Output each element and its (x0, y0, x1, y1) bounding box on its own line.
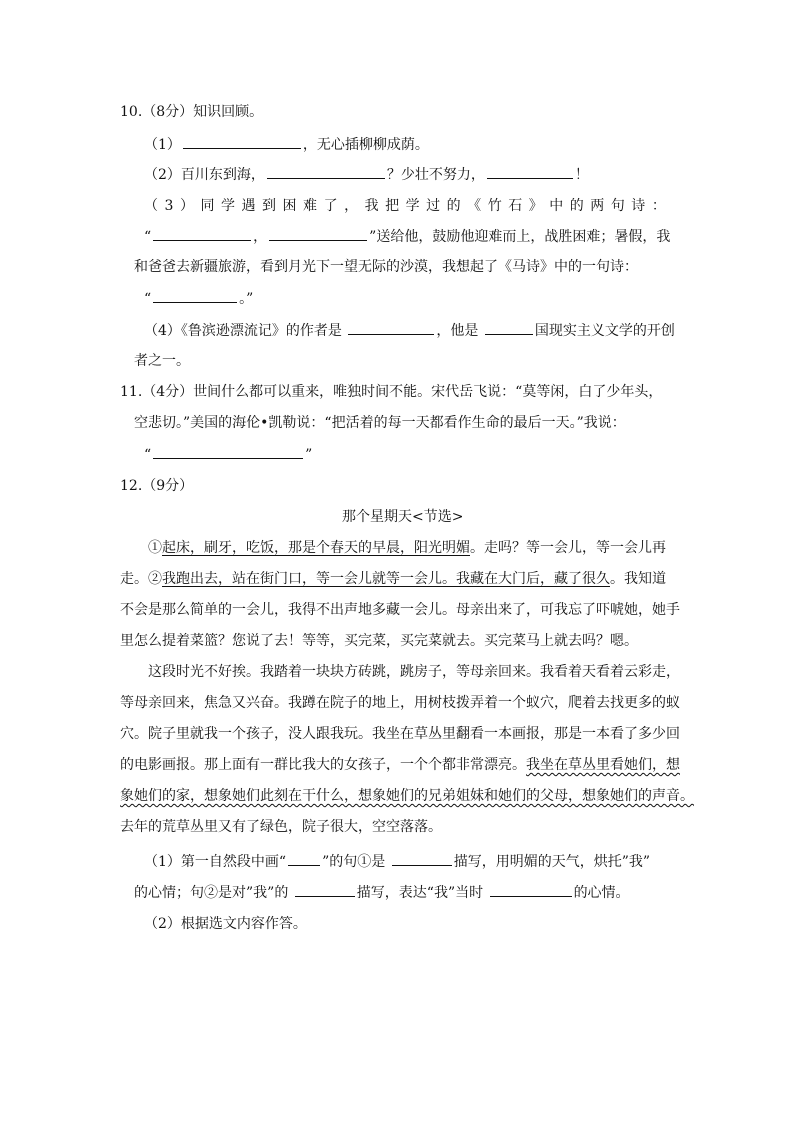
answer-blank[interactable] (153, 444, 303, 459)
wavy-underlined-text: 我坐在草丛里看她们，想 (526, 757, 680, 773)
answer-blank[interactable] (153, 226, 251, 241)
q10-heading: 10.（8分）知识回顾。 (120, 104, 264, 120)
q10-part3-char: 石 (508, 198, 523, 214)
q10-part3-char: 把 (385, 198, 400, 214)
passage-para1-line3: 不会是那么简单的一会儿，我得不出声地多藏一会儿。母亲出来了，可我忘了吓唬她，她手 (120, 602, 680, 618)
answer-blank[interactable] (183, 134, 301, 149)
quote-mark: “ (144, 229, 152, 245)
quote-mark: ” (305, 447, 313, 463)
question-text: 描写，表达“我”当时 (356, 885, 484, 901)
q10-part1 (144, 134, 429, 154)
q10-part3-char: 学 (405, 198, 420, 214)
q10-part3-char: 》 (528, 198, 543, 214)
answer-blank[interactable] (490, 882, 572, 897)
q10-part3-char: 遇 (241, 198, 256, 214)
q10-part3-line4 (144, 288, 253, 308)
sentence-marker-1: ① (148, 540, 162, 556)
q10-part3-char: 中 (549, 198, 564, 214)
question-text: 是对”我”的 (218, 885, 289, 901)
q11-line1: 11.（4分）世间什么都可以重来，唯独时间不能。宋代岳飞说：“莫等闲，白了少年头， (120, 384, 663, 400)
q10-part4-text: ，他是 (436, 323, 479, 339)
q10-part3-char: 了 (323, 198, 338, 214)
passage-para2-line2: 等母亲回来，焦急又兴奋。我蹲在院子的地上，用树枝拨弄着一个蚁穴，爬着去找更多的蚁 (120, 695, 680, 711)
answer-blank[interactable] (295, 882, 355, 897)
q10-part2 (144, 164, 589, 184)
passage-para2-line4 (120, 755, 680, 775)
q10-part3-char: 我 (364, 198, 379, 214)
q10-part3-char: ， (344, 198, 359, 214)
q10-part1-label: （1） (144, 137, 181, 153)
q10-part3-text: ”送给他，鼓励他迎难而上，战胜困难；暑假，我 (369, 229, 671, 245)
q10-part4-text: （4）《鲁滨逊漂流记》的作者是 (144, 323, 342, 339)
passage-para2-line1: 这段时光不好挨。我踏着一块块方砖跳，跳房子，等母亲回来。我看着天看着云彩走， (148, 664, 680, 680)
q10-part4-text: 国现实主义文学的开创 (534, 323, 675, 339)
q12-sub1-line1 (144, 851, 650, 871)
q10-part2-text: ？少壮不努力， (386, 167, 485, 183)
question-text: 的心情。 (573, 885, 630, 901)
sentence-marker-2: ② (204, 885, 218, 901)
passage-text: 。走吗？等一会儿，等一会儿再 (470, 540, 666, 556)
wavy-underlined-text: 象她们的家，想象她们此刻在干什么，想象她们的兄弟姐妹和她们的父母，想象她们的声音。 (120, 788, 694, 804)
question-text: （1）第一自然段中画“ (144, 854, 287, 870)
answer-blank[interactable] (392, 851, 452, 866)
comma: ， (253, 229, 268, 245)
q10-part3-char: 诗 (631, 198, 646, 214)
q11-line3 (144, 444, 312, 464)
question-text: ”的句 (322, 854, 358, 870)
sentence-marker-1: ① (357, 854, 372, 870)
question-text: 是 (371, 854, 386, 870)
q10-part3-char: 《 (467, 198, 482, 214)
q10-part3-char: （ (144, 198, 158, 214)
passage-para1-line1 (148, 538, 666, 558)
passage-para2-line6: 去年的荒草丛里又有了绿色，院子很大，空空落落。 (120, 819, 442, 835)
q10-part2-text: （2）百川东到海， (144, 167, 265, 183)
passage-text: 。我知道 (610, 571, 666, 587)
q10-part3-line1 (144, 196, 666, 216)
answer-blank[interactable] (153, 288, 237, 303)
q10-part3-text: 。” (239, 291, 254, 307)
question-text: 描写，用明媚的天气，烘托”我” (453, 854, 651, 870)
q10-part3-char: 到 (262, 198, 277, 214)
passage-title: 那个星期天<节选> (342, 509, 464, 525)
q10-part3-char: 困 (282, 198, 297, 214)
sentence-marker-2: ② (148, 571, 162, 587)
q10-part3-char: 的 (569, 198, 584, 214)
passage-para2-line5 (120, 786, 694, 806)
answer-blank[interactable] (269, 226, 367, 241)
q10-part3-char: 两 (590, 198, 605, 214)
q10-part3-char: ： (651, 198, 666, 214)
answer-blank[interactable] (267, 164, 385, 179)
passage-para1-line4: 里怎么提着菜篮？您说了去！等等，买完菜，买完菜就去。买完菜马上就去吗？嗯。 (120, 633, 638, 649)
q10-part3-char: ） (179, 198, 194, 214)
quote-mark: “ (144, 447, 152, 463)
q10-part3-char: 3 (164, 198, 174, 214)
q10-part3-char: 句 (610, 198, 625, 214)
answer-blank[interactable] (348, 320, 434, 335)
q12-sub1-line2 (134, 882, 630, 902)
q10-part3-char: 过 (426, 198, 441, 214)
q10-part4 (144, 320, 675, 340)
q10-part2-text: ！ (574, 167, 589, 183)
quote-mark: “ (144, 291, 152, 307)
q10-part4-line2: 者之一。 (134, 353, 190, 369)
q10-part1-text: ，无心插柳柳成荫。 (302, 137, 429, 153)
question-text: 的心情；句 (134, 885, 204, 901)
q12-heading: 12.（9分） (120, 478, 194, 494)
answer-blank[interactable] (487, 164, 573, 179)
q10-part3-char: 学 (220, 198, 235, 214)
q10-part3-char: 的 (446, 198, 461, 214)
q11-line2: 空悲切。”美国的海伦•凯勒说：“把活着的每一天都看作生命的最后一天。”我说： (134, 415, 626, 431)
underlined-sentence-1: 起床，刷牙，吃饭，那是个春天的早晨，阳光明媚 (162, 540, 470, 556)
q12-sub2: （2）根据选文内容作答。 (144, 916, 307, 932)
q10-part3-char: 难 (303, 198, 318, 214)
passage-para2-line3: 穴。院子里就我一个孩子，没人跟我玩。我坐在草丛里翻看一本画报，那是一本看了多少回 (120, 726, 680, 742)
answer-blank[interactable] (288, 851, 320, 866)
passage-text: 走。 (120, 571, 148, 587)
underlined-sentence-2: 我跑出去，站在街门口，等一会儿就等一会儿。我藏在大门后，藏了很久 (162, 571, 610, 587)
q10-part3-char: 同 (200, 198, 215, 214)
passage-text: 的电影画报。那上面有一群比我大的女孩子，一个个都非常漂亮。 (120, 757, 526, 773)
q10-part3-line3: 和爸爸去新疆旅游，看到月光下一望无际的沙漠，我想起了《马诗》中的一句诗： (134, 259, 638, 275)
q10-part3-line2 (144, 226, 670, 246)
q10-part3-char: 竹 (487, 198, 502, 214)
passage-para1-line2 (120, 569, 666, 589)
answer-blank[interactable] (485, 320, 533, 335)
